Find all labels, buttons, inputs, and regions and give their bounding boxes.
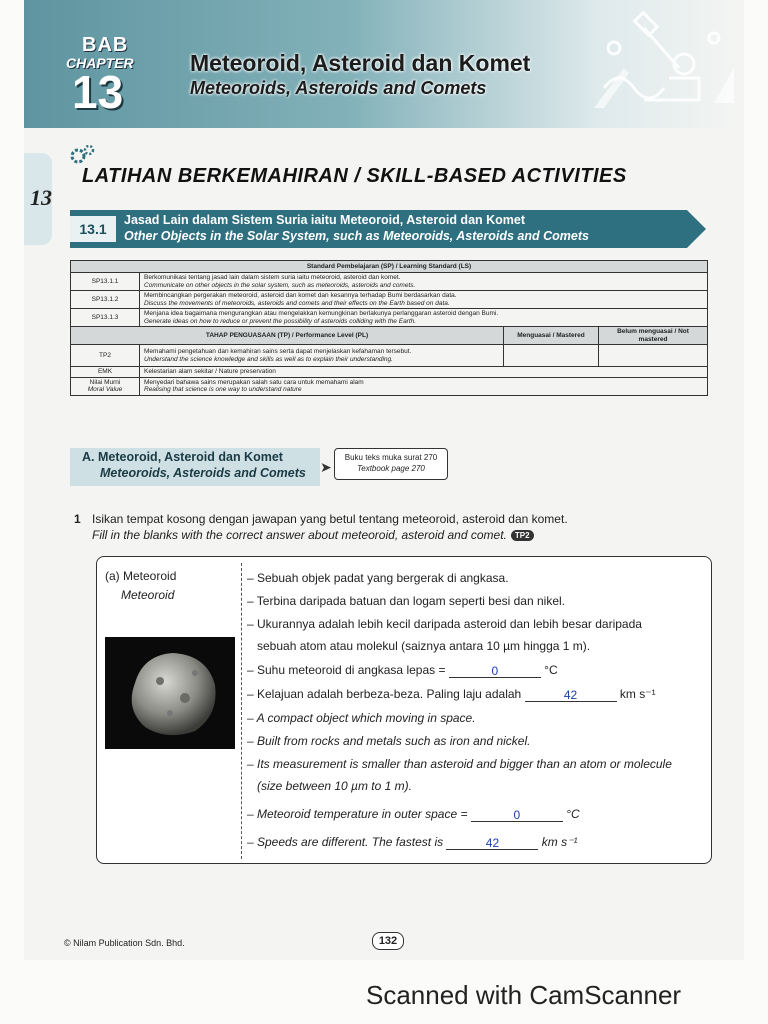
- camscanner-watermark: Scanned with CamScanner: [366, 980, 682, 1010]
- table-row: [71, 309, 708, 327]
- not-mastered-checkbox[interactable]: [599, 345, 708, 367]
- tp2-badge: TP2: [511, 530, 534, 541]
- speed-line-en: – Speeds are different. The fastest is 42 km s⁻¹: [247, 835, 578, 850]
- arrow-right-icon: ➤: [320, 459, 332, 475]
- textbook-reference: [334, 448, 448, 480]
- fact-line: – Its measurement is smaller than asteroid and bigger than an atom or molecule: [247, 757, 672, 771]
- meteoroid-panel: [96, 556, 712, 864]
- standard-code: SP13.1.1: [71, 273, 140, 291]
- section-title-en: Other Objects in the Solar System, such as Meteoroids, Asteroids and Comets: [124, 229, 589, 243]
- fact-line: sebuah atom atau molekul (saiznya antara 10 µm hingga 1 m).: [257, 639, 591, 653]
- table-row: [71, 345, 708, 367]
- not-mastered-header: Belum menguasai / Not mastered: [599, 327, 708, 345]
- tp-code: TP2: [71, 345, 140, 367]
- side-tab-number: 13: [30, 185, 52, 210]
- question-text-ms: Isikan tempat kosong dengan jawapan yang betul tentang meteoroid, asteroid dan komet.: [92, 512, 568, 526]
- standard-text: Berkomunikasi tentang jasad lain dalam sistem suria iaitu meteoroid, asteroid dan komet. Communicate on other objects in the solar system, such as meteoroids, asteroids and comets.: [140, 273, 708, 291]
- speed-answer-en[interactable]: 42: [446, 837, 538, 850]
- mastered-checkbox[interactable]: [504, 345, 599, 367]
- fact-line: – Terbina daripada batuan dan logam seperti besi dan nikel.: [247, 594, 565, 608]
- textbook-ref-ms: Buku teks muka surat 270: [344, 453, 438, 462]
- table-row: [71, 273, 708, 291]
- question-text-en: Fill in the blanks with the correct answer about meteoroid, asteroid and comet. TP2: [92, 528, 534, 542]
- temperature-line-ms: – Suhu meteoroid di angkasa lepas = 0 °C: [247, 663, 558, 678]
- standard-text: Membincangkan pergerakan meteoroid, asteroid dan komet dan kesannya terhadap Bumi berdasarkan data. Discuss the movements of meteoroids, asteroids and comets and their effects on the Earth based on data.: [140, 291, 708, 309]
- meteoroid-rock-icon: [115, 643, 225, 743]
- chapter-number: 13: [72, 66, 124, 118]
- standard-code: SP13.1.2: [71, 291, 140, 309]
- mastered-header: Menguasai / Mastered: [504, 327, 599, 345]
- pl-header: TAHAP PENGUASAAN (TP) / Performance Level (PL): [71, 327, 504, 345]
- standards-header: Standard Pembelajaran (SP) / Learning Standard (LS): [71, 261, 708, 273]
- chapter-title-ms: Meteoroid, Asteroid dan Komet: [190, 50, 531, 76]
- standard-code: SP13.1.3: [71, 309, 140, 327]
- fact-line: – Ukurannya adalah lebih kecil daripada asteroid dan lebih besar daripada: [247, 617, 642, 631]
- panel-label-en: Meteoroid: [121, 588, 175, 602]
- moral-value-text: Menyedari bahawa sains merupakan salah satu cara untuk memahami alam Realising that science is one way to understand nature: [140, 377, 708, 395]
- speed-line-ms: – Kelajuan adalah berbeza-beza. Paling laju adalah 42 km s⁻¹: [247, 687, 656, 702]
- speed-answer-ms[interactable]: 42: [525, 689, 617, 702]
- bab-label: BAB: [82, 34, 129, 56]
- fact-line: (size between 10 µm to 1 m).: [257, 779, 412, 793]
- part-a-title-ms: A. Meteoroid, Asteroid dan Komet: [82, 450, 283, 464]
- emk-code: EMK: [71, 367, 140, 378]
- meteoroid-image: [105, 637, 235, 749]
- table-row: [71, 367, 708, 378]
- standard-text: Menjana idea bagaimana mengurangkan atau mengelakkan kemungkinan berlakunya perlanggaran asteroid dengan Bumi. Generate ideas on how to reduce or prevent the possibility of asteroids colliding with the Earth.: [140, 309, 708, 327]
- temperature-answer-en[interactable]: 0: [471, 809, 563, 822]
- chapter-title-en: Meteoroids, Asteroids and Comets: [190, 78, 487, 98]
- panel-label-ms: (a) Meteoroid: [105, 569, 177, 583]
- activities-title: LATIHAN BERKEMAHIRAN / SKILL-BASED ACTIVITIES: [82, 165, 627, 187]
- panel-divider: [241, 563, 242, 859]
- moral-value-code: Nilai Murni Moral Value: [71, 377, 140, 395]
- worksheet-page: [24, 0, 744, 960]
- tp-text: Memahami pengetahuan dan kemahiran sains serta dapat menjelaskan kefahaman tersebut. Understand the science knowledge and skills as well as to explain their understanding.: [140, 345, 504, 367]
- temperature-answer-ms[interactable]: 0: [449, 665, 541, 678]
- publisher-credit: © Nilam Publication Sdn. Bhd.: [64, 938, 185, 948]
- table-row: [71, 291, 708, 309]
- chapter-label: CHAPTER: [66, 55, 134, 71]
- learning-standards-table: [70, 260, 708, 396]
- fact-line: – A compact object which moving in space.: [247, 711, 476, 725]
- section-number: 13.1: [70, 216, 116, 242]
- microscope-icon: [584, 8, 734, 118]
- page-number: 132: [372, 932, 404, 950]
- temperature-line-en: – Meteoroid temperature in outer space = 0 °C: [247, 807, 580, 822]
- section-title-ms: Jasad Lain dalam Sistem Suria iaitu Meteoroid, Asteroid dan Komet: [124, 213, 526, 227]
- question-number: 1: [74, 512, 81, 526]
- emk-text: Kelestarian alam sekitar / Nature preservation: [140, 367, 708, 378]
- textbook-ref-en: Textbook page 270: [357, 464, 425, 473]
- fact-line: – Sebuah objek padat yang bergerak di angkasa.: [247, 571, 509, 585]
- table-row: [71, 377, 708, 395]
- fact-line: – Built from rocks and metals such as iron and nickel.: [247, 734, 531, 748]
- part-a-title-en: Meteoroids, Asteroids and Comets: [100, 466, 306, 480]
